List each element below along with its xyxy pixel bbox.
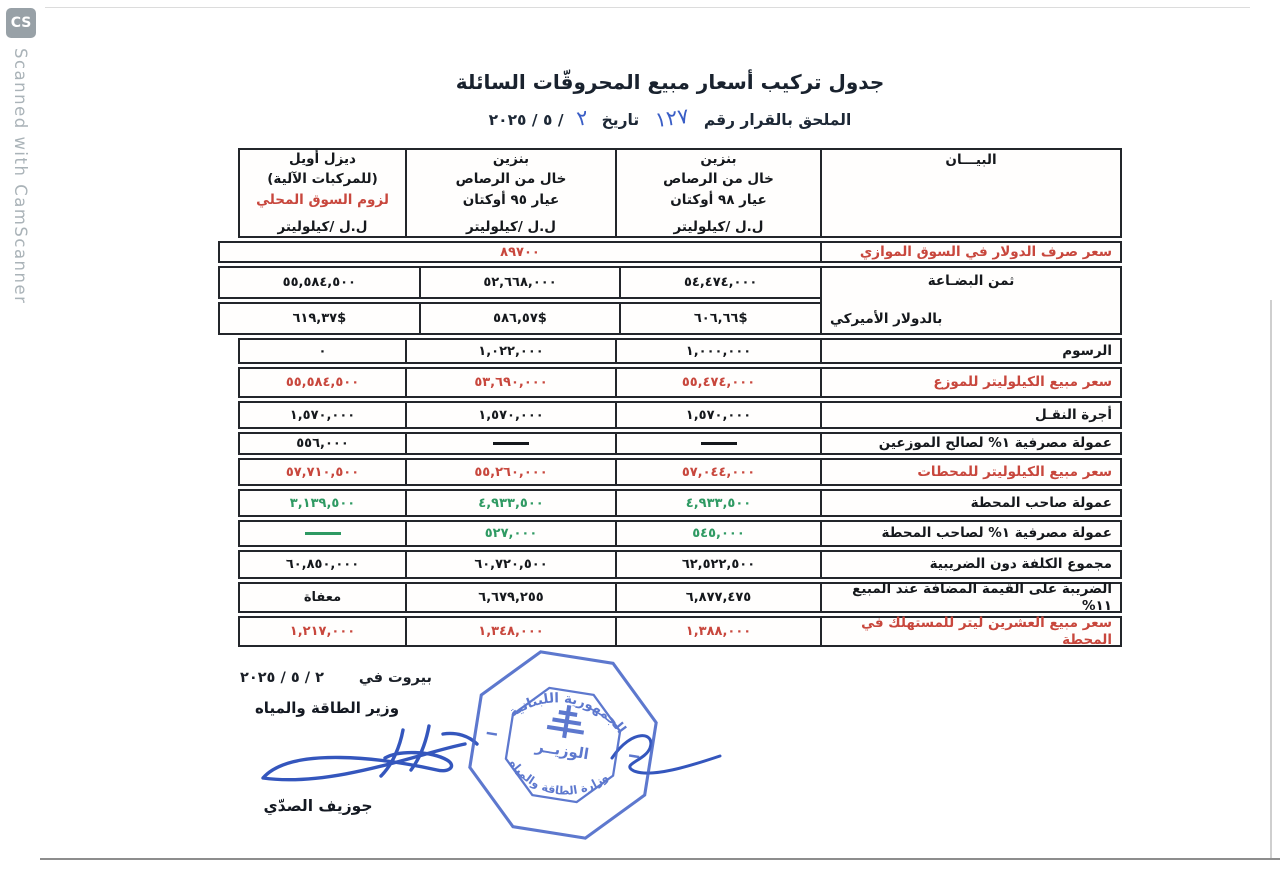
merged-value-cell: ٨٩٧٠٠ [218, 241, 822, 263]
row-label-cell: عمولة مصرفية ١% لصالح الموزعين [820, 432, 1122, 455]
value-cell: ٥٥,٥٨٤,٥٠٠ [238, 367, 407, 398]
value-cell: ٦٠,٧٢٠,٥٠٠ [405, 550, 617, 579]
stamp-bottom-text: وزارة الطاقة والمياه [506, 756, 611, 798]
place-label: بيروت في [358, 670, 432, 686]
column-header-fuel [405, 148, 617, 238]
dash-placeholder [493, 442, 529, 445]
header-line: خال من الرصاص [455, 171, 567, 188]
row-label-cell: أجرة النقـل [820, 401, 1122, 429]
header-unit: ل.ل /كيلوليتر [673, 218, 764, 235]
value-cell: ١,٣٨٨,٠٠٠ [615, 616, 822, 647]
table-row [218, 616, 1122, 647]
minister-title: وزير الطاقة والمياه [254, 699, 400, 717]
column-header-fuel [615, 148, 822, 238]
row-label-cell: سعر صرف الدولار في السوق الموازي [820, 241, 1122, 263]
stamp-center-text: الوزيــر [534, 737, 591, 764]
fuel-price-table [218, 148, 1122, 647]
handwritten-day-number: ٢ [574, 105, 591, 131]
value-cell: ٥٥,٥٨٤,٥٠٠ [218, 266, 421, 299]
header-line: لزوم السوق المحلي [256, 191, 389, 208]
table-row [218, 367, 1122, 398]
value-cell: ٦٠٦,٦٦$ [619, 302, 822, 335]
value-cell: معفاة [238, 582, 407, 613]
value-cell: ٦,٦٧٩,٢٥٥ [405, 582, 617, 613]
svg-text:وزارة الطاقة والمياه [503, 755, 612, 805]
page-edge-top [45, 7, 1250, 8]
table-row [218, 520, 1122, 547]
column-header-statement: البيـــان [820, 148, 1122, 238]
svg-text:الجمهورية اللبنانية [505, 683, 633, 739]
subtitle-prefix: الملحق بالقرار رقم [703, 111, 852, 129]
dash-placeholder [701, 442, 737, 445]
value-cell: ١,٠٠٠,٠٠٠ [615, 338, 822, 364]
value-cell [405, 432, 617, 455]
value-cell: ٥٤٥,٠٠٠ [615, 520, 822, 547]
header-line: عيار ٩٥ أوكتان [462, 191, 560, 208]
value-cell: ٥٤,٤٧٤,٠٠٠ [619, 266, 822, 299]
minister-signature-icon [233, 714, 493, 800]
value-cell: ٥٥٦,٠٠٠ [238, 432, 407, 455]
subtitle-date-rest: / ٥ / ٢٠٢٥ [488, 111, 564, 129]
camscanner-badge-icon: CS [6, 8, 36, 38]
table-row [218, 582, 1122, 613]
value-cell: ١,٥٧٠,٠٠٠ [405, 401, 617, 429]
table-row [218, 432, 1122, 455]
row-label-cell: سعر مبيع العشرين ليتر للمستهلك في المحطة [820, 616, 1122, 647]
value-cell: ٤,٩٣٣,٥٠٠ [615, 489, 822, 517]
stamp-top-text: الجمهورية اللبنانية [506, 691, 629, 737]
row-label-sub: بالدولار الأميركي [830, 311, 943, 328]
header-unit: ل.ل /كيلوليتر [466, 218, 557, 235]
value-cell: ٥٢٧,٠٠٠ [405, 520, 617, 547]
value-cell: ٦١٩,٣٧$ [218, 302, 421, 335]
table-row [218, 401, 1122, 429]
camscanner-watermark-text: Scanned with CamScanner [11, 48, 30, 305]
table-row [218, 266, 1122, 335]
signature-scribble-icon [598, 716, 728, 782]
value-cell: ١,٢١٧,٠٠٠ [238, 616, 407, 647]
table-row [218, 338, 1122, 364]
header-line: بنزين [492, 151, 530, 167]
place-date-line [240, 670, 432, 686]
header-unit: ل.ل /كيلوليتر [277, 218, 368, 235]
document-subtitle [218, 103, 1122, 133]
value-cell: ٦,٨٧٧,٤٧٥ [615, 582, 822, 613]
camscanner-watermark [6, 8, 44, 868]
value-cell [615, 432, 822, 455]
table-row [218, 458, 1122, 486]
header-line: بنزين [700, 151, 737, 167]
value-cell: ٦٠,٨٥٠,٠٠٠ [238, 550, 407, 579]
header-line: (للمركبات الآلية) [267, 171, 378, 188]
row-label-cell: الرسوم [820, 338, 1122, 364]
row-label-cell: سعر مبيع الكيلوليتر للمحطات [820, 458, 1122, 486]
table-row [218, 489, 1122, 517]
header-line: ديزل أويل [289, 151, 356, 167]
handwritten-decree-number: ١٢٧ [653, 103, 690, 133]
row-label-cell: سعر مبيع الكيلوليتر للموزع [820, 367, 1122, 398]
table-sub-row [218, 266, 822, 299]
row-label-cell: مجموع الكلفة دون الضريبية [820, 550, 1122, 579]
minister-name: جوزيف الصدّي [263, 797, 373, 815]
value-cell: ٥٧,٧١٠,٥٠٠ [238, 458, 407, 486]
value-cell: ٥٨٦,٥٧$ [419, 302, 622, 335]
page-edge-right [1270, 300, 1272, 860]
ministry-stamp-icon [458, 645, 668, 845]
row-label-cell: الضريبة على القيمة المضافة عند المبيع ١١% [820, 582, 1122, 613]
dash-placeholder [305, 532, 341, 535]
value-cell: ١,٠٢٢,٠٠٠ [405, 338, 617, 364]
header-line: خال من الرصاص [663, 171, 774, 188]
row-label-cell: عمولة صاحب المحطة [820, 489, 1122, 517]
column-header-fuel [238, 148, 407, 238]
value-cell: ٤,٩٣٣,٥٠٠ [405, 489, 617, 517]
value-cell [238, 520, 407, 547]
row-label-cell: عمولة مصرفية ١% لصاحب المحطة [820, 520, 1122, 547]
value-cell: ٥٣,٦٩٠,٠٠٠ [405, 367, 617, 398]
value-cell: ١,٥٧٠,٠٠٠ [238, 401, 407, 429]
table-row [218, 550, 1122, 579]
row-label-main: ثمن البضـاعة [927, 273, 1015, 289]
document-date: ٢ / ٥ / ٢٠٢٥ [240, 670, 324, 686]
value-cell: ٥٥,٤٧٤,٠٠٠ [615, 367, 822, 398]
document-title: جدول تركيب أسعار مبيع المحروقّات السائلة [455, 70, 885, 94]
table-header-row [218, 148, 1122, 238]
value-cell: ٣,١٣٩,٥٠٠ [238, 489, 407, 517]
value-cell: ١,٥٧٠,٠٠٠ [615, 401, 822, 429]
value-cell: ٥٧,٠٤٤,٠٠٠ [615, 458, 822, 486]
value-cell: ٥٢,٦٦٨,٠٠٠ [419, 266, 622, 299]
table-sub-row [218, 302, 822, 335]
value-cell: ١,٣٤٨,٠٠٠ [405, 616, 617, 647]
table-row [218, 241, 1122, 263]
value-cell: ٦٢,٥٢٢,٥٠٠ [615, 550, 822, 579]
value-cell: ٥٥,٢٦٠,٠٠٠ [405, 458, 617, 486]
page-edge-bottom [40, 858, 1280, 860]
row-label-cell [820, 266, 1122, 335]
header-line: عيار ٩٨ أوكتان [670, 191, 767, 208]
cedar-icon [546, 702, 588, 740]
value-cell: ٠ [238, 338, 407, 364]
subtitle-date-word: تاريخ [601, 111, 640, 129]
